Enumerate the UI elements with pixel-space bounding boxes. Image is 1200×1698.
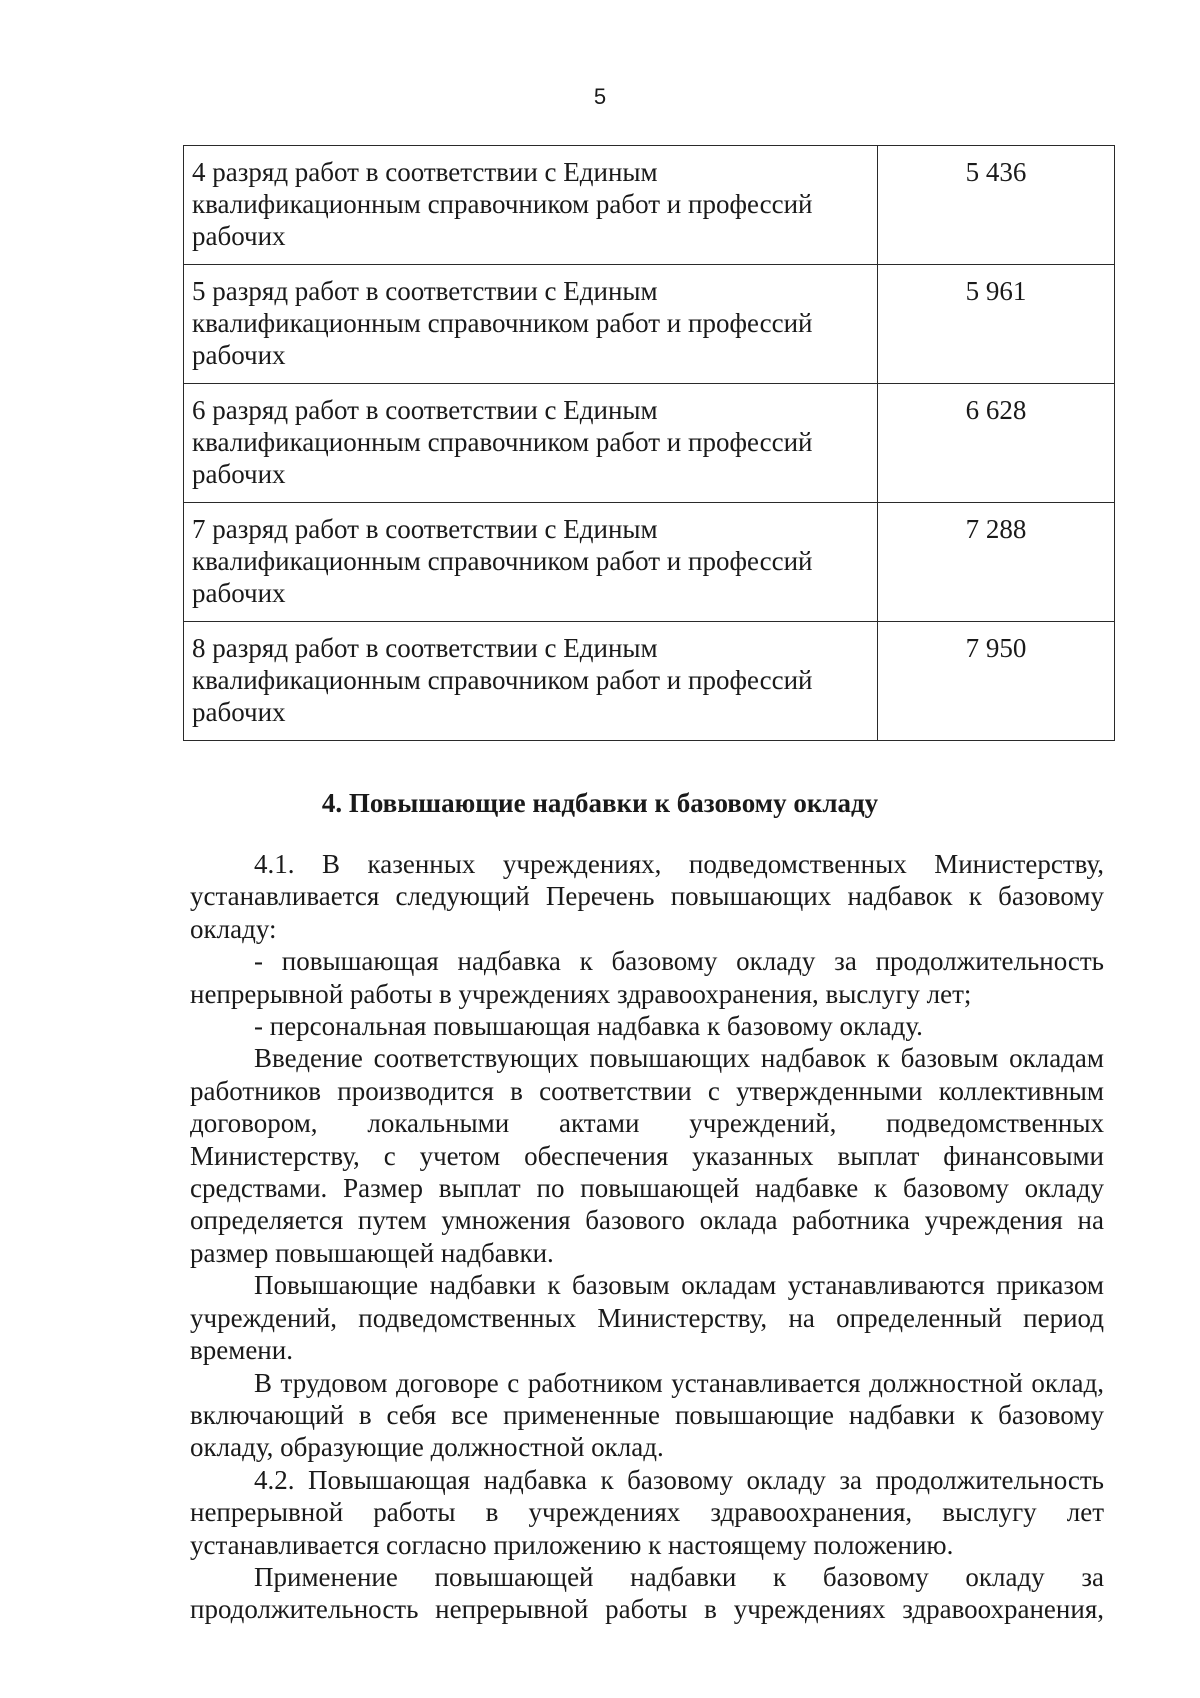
table-row: [184, 503, 1115, 622]
grade-description: 4 разряд работ в соответствии с Единым квалификационным справочником работ и профессий рабочих: [184, 146, 878, 265]
table-row: [184, 384, 1115, 503]
grade-salary-table: [183, 145, 1115, 741]
table-row: [184, 622, 1115, 741]
table-row: [184, 146, 1115, 265]
grade-amount: 7 288: [878, 503, 1115, 622]
page-number: 5: [593, 84, 607, 109]
list-item: - персональная повышающая надбавка к базовому окладу.: [254, 1011, 923, 1042]
paragraph: Повышающие надбавки к базовым окладам устанавливаются приказом учреждений, подведомственных Министерству, на определенный период времени.: [190, 1270, 1104, 1366]
grade-amount: 5 436: [878, 146, 1115, 265]
grade-amount: 6 628: [878, 384, 1115, 503]
paragraph: 4.1. В казенных учреждениях, подведомственных Министерству, устанавливается следующий Перечень повышающих надбавок к базовому окладу:: [190, 849, 1104, 944]
grade-description: 8 разряд работ в соответствии с Единым квалификационным справочником работ и профессий рабочих: [184, 622, 878, 741]
list-item: - повышающая надбавка к базовому окладу за продолжительность непрерывной работы в учреждениях здравоохранения, выслугу лет;: [190, 946, 1104, 1009]
section-body: [190, 848, 1104, 1626]
table-row: [184, 265, 1115, 384]
grade-description: 6 разряд работ в соответствии с Единым квалификационным справочником работ и профессий рабочих: [184, 384, 878, 503]
paragraph: Применение повышающей надбавки к базовому окладу за продолжительность непрерывной работы в учреждениях здравоохранения,: [190, 1561, 1104, 1625]
grade-amount: 5 961: [878, 265, 1115, 384]
paragraph: Введение соответствующих повышающих надбавок к базовым окладам работников производится в соответствии с утвержденными коллективным договором, локальными актами учреждений, подведомственных Министерству, с учетом обеспечения указанных выплат финансовыми средствами. Размер выплат по повышающей надбавке к базовому окладу определяется путем умножения базового оклада работника учреждения на размер повышающей надбавки.: [190, 1043, 1104, 1268]
grade-description: 5 разряд работ в соответствии с Единым квалификационным справочником работ и профессий рабочих: [184, 265, 878, 384]
grade-description: 7 разряд работ в соответствии с Единым квалификационным справочником работ и профессий рабочих: [184, 503, 878, 622]
paragraph: 4.2. Повышающая надбавка к базовому окладу за продолжительность непрерывной работы в учреждениях здравоохранения, выслугу лет устанавливается согласно приложению к настоящему положению.: [190, 1464, 1104, 1560]
section-title: 4. Повышающие надбавки к базовому окладу: [321, 788, 879, 818]
paragraph: В трудовом договоре с работником устанавливается должностной оклад, включающий в себя все примененные повышающие надбавки к базовому окладу, образующие должностной оклад.: [190, 1367, 1104, 1463]
grade-amount: 7 950: [878, 622, 1115, 741]
